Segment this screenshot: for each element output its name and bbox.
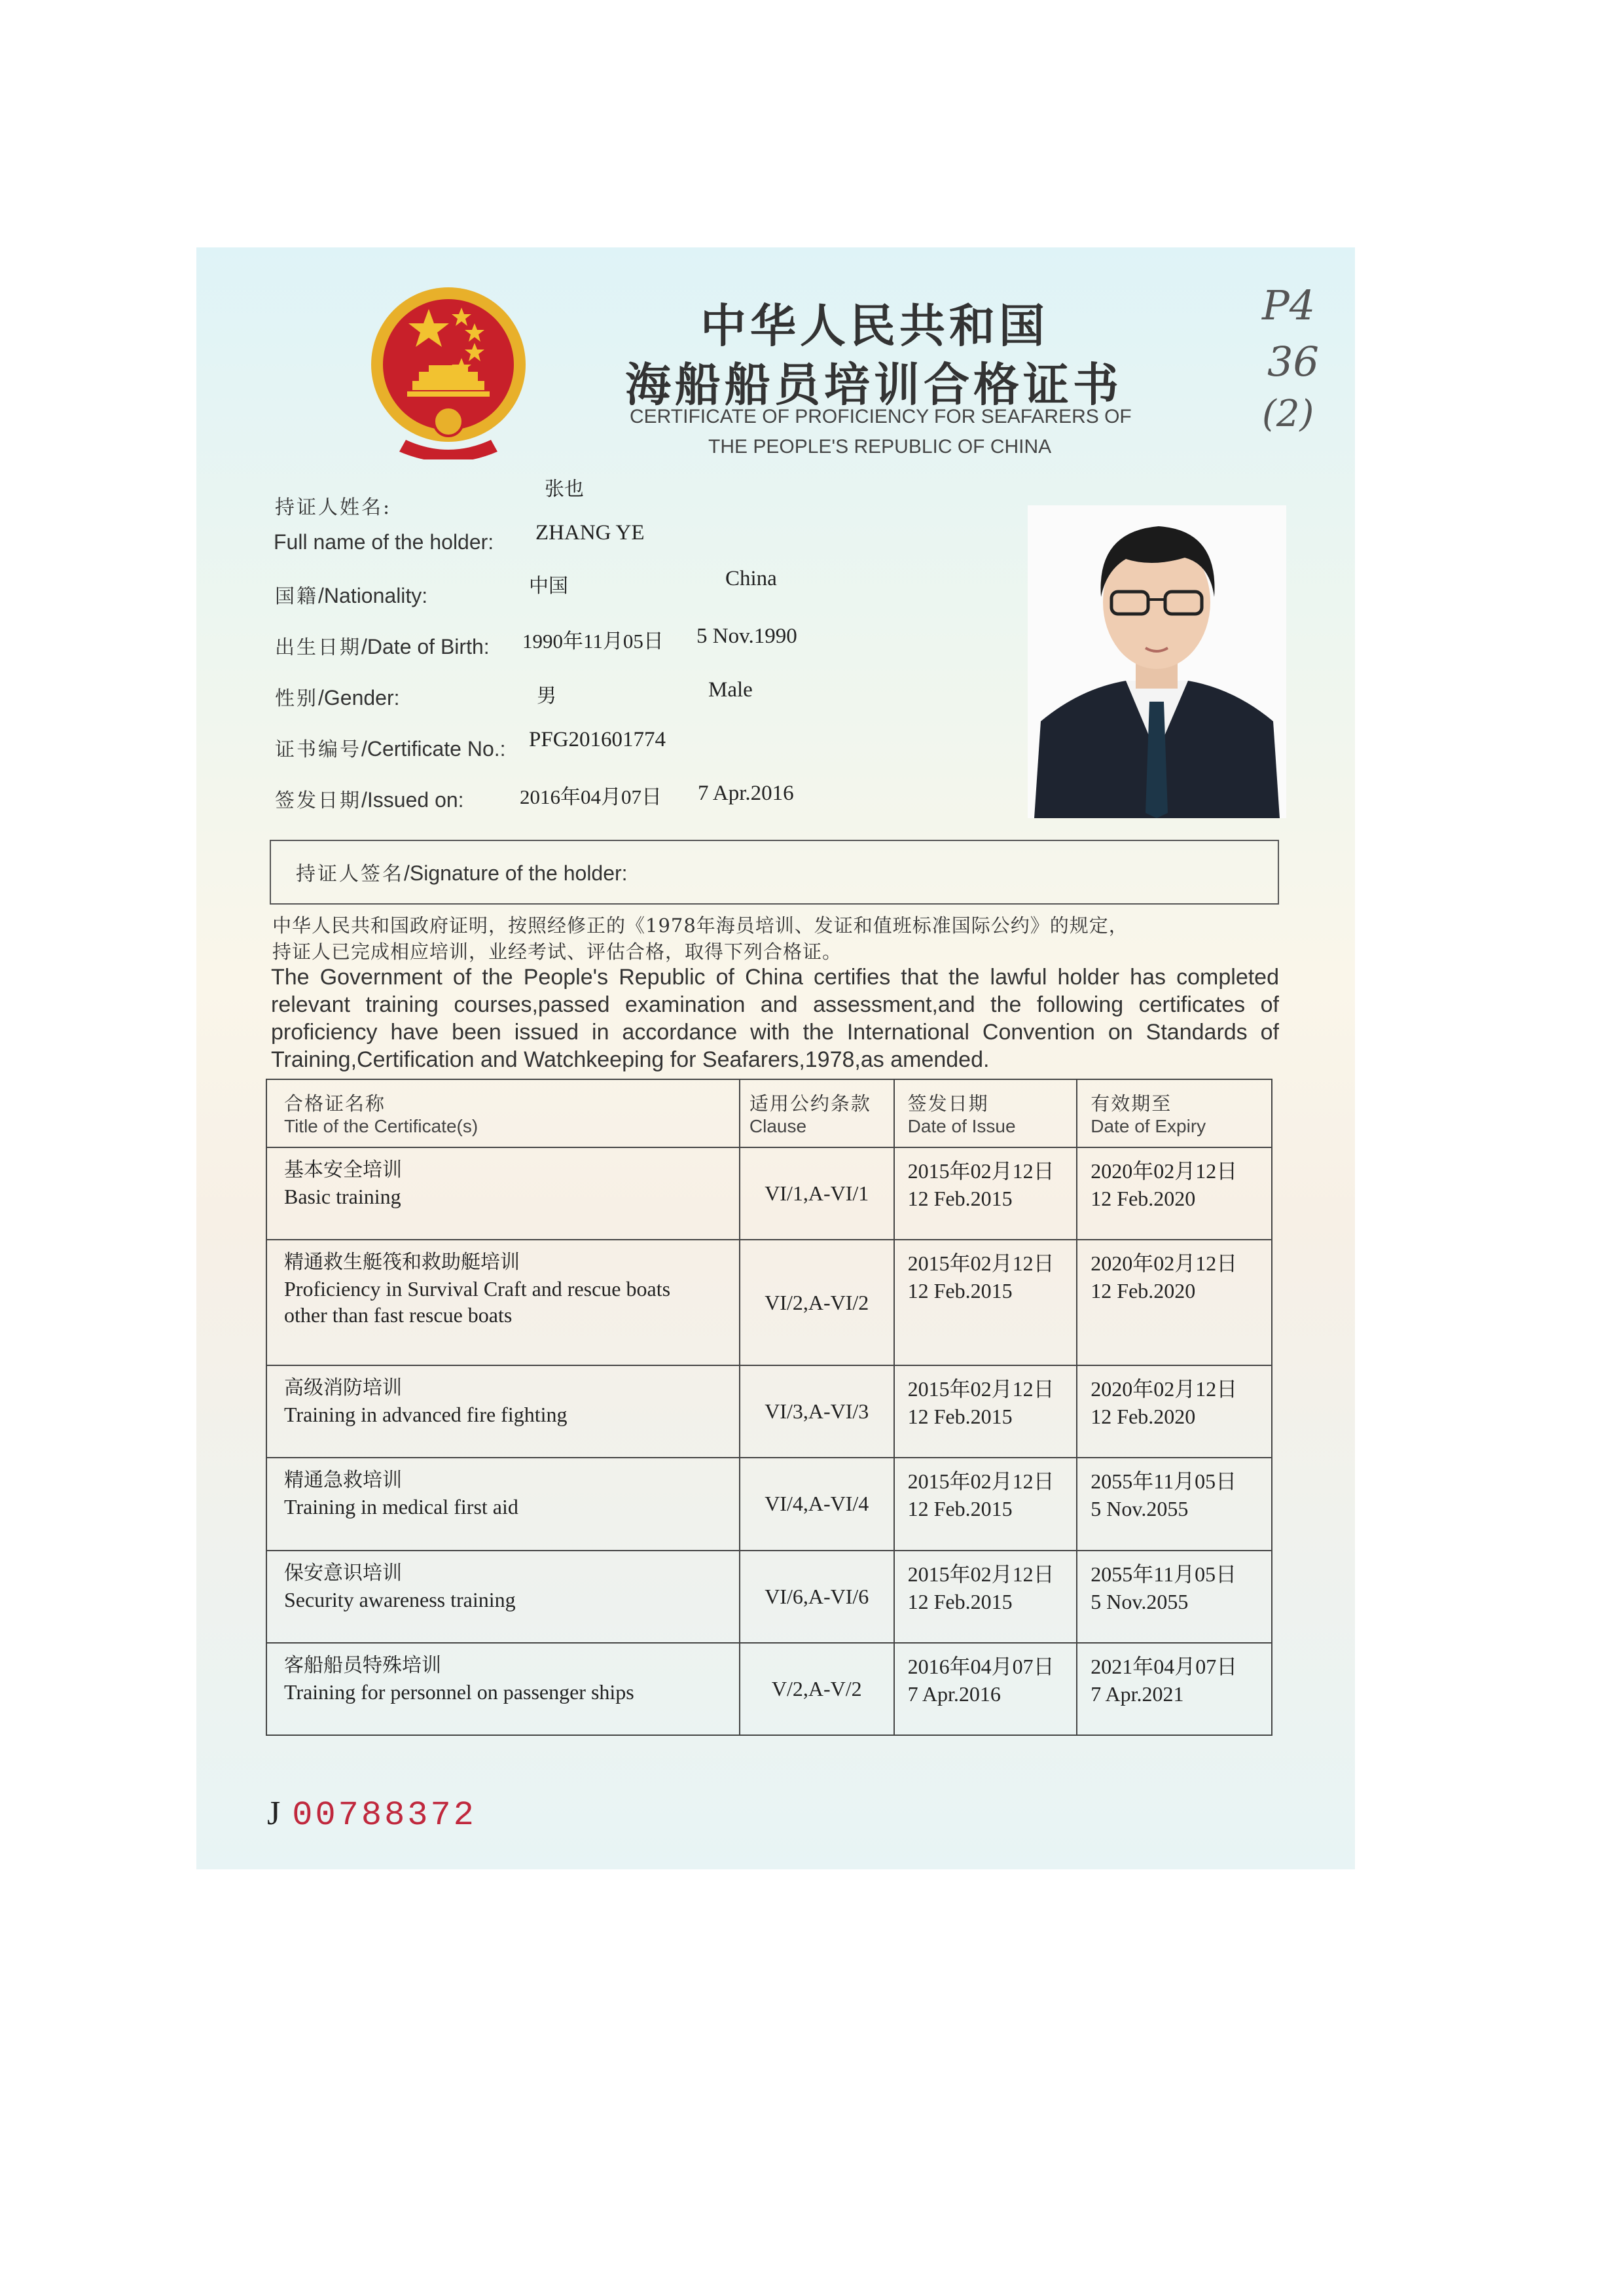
- header-title: 合格证名称 Title of the Certificate(s): [266, 1079, 740, 1147]
- cert-clause: V/2,A-V/2: [740, 1643, 894, 1735]
- gender-en: Male: [708, 678, 753, 702]
- cert-clause: VI/1,A-VI/1: [740, 1147, 894, 1240]
- cert-no-value: PFG201601774: [529, 728, 666, 751]
- cert-clause: VI/4,A-VI/4: [740, 1458, 894, 1550]
- name-label-cn: 持证人姓名:: [275, 496, 392, 519]
- issued-en: 7 Apr.2016: [698, 782, 794, 805]
- nationality-en: China: [725, 567, 777, 590]
- serial-prefix: J: [267, 1795, 281, 1832]
- cert-clause: VI/2,A-VI/2: [740, 1240, 894, 1365]
- cert-title: 客船船员特殊培训 Training for personnel on passenger ships: [266, 1643, 740, 1735]
- cert-title: 保安意识培训 Security awareness training: [266, 1551, 740, 1643]
- statement-cn-line1: 中华人民共和国政府证明，按照经修正的《1978年海员培训、发证和值班标准国际公约》的规定，: [272, 914, 1128, 937]
- cert-title: 精通救生艇筏和救助艇培训 Proficiency in Survival Craft and rescue boats other than fast rescue boats: [266, 1240, 740, 1365]
- national-emblem-icon: [367, 283, 530, 459]
- dob-cn: 1990年11月05日: [522, 630, 664, 653]
- statement-en: The Government of the People's Republic of China certifies that the lawful holder has completed relevant training courses,passed examination and assessment,and the following certificates of proficiency have been issued in accordance with the International Convention on Standards of Training,Certification and Watchkeeping for Seafarers,1978,as amended.: [271, 965, 1279, 1072]
- cert-expiry-date: 2021年04月07日 7 Apr.2021: [1077, 1643, 1272, 1735]
- dob-en: 5 Nov.1990: [696, 624, 797, 648]
- handwritten-note-line1: P4: [1262, 281, 1316, 329]
- holder-photo: [1028, 505, 1286, 818]
- signature-label: 持证人签名/Signature of the holder:: [296, 861, 628, 886]
- gender-cn: 男: [537, 685, 556, 708]
- table-row: [266, 1240, 1272, 1365]
- issued-label: 签发日期/Issued on:: [275, 788, 464, 812]
- table-row: [266, 1551, 1272, 1643]
- cert-expiry-date: 2020年02月12日 12 Feb.2020: [1077, 1147, 1272, 1240]
- holder-name-en: ZHANG YE: [535, 521, 645, 545]
- cert-no-label: 证书编号/Certificate No.:: [275, 737, 506, 761]
- table-header-row: [266, 1079, 1272, 1147]
- title-en-line1: CERTIFICATE OF PROFICIENCY FOR SEAFARERS OF: [630, 406, 1132, 427]
- cert-issue-date: 2015年02月12日 12 Feb.2015: [894, 1365, 1077, 1458]
- nationality-label: 国籍/Nationality:: [275, 584, 428, 608]
- certificates-table: [266, 1079, 1272, 1736]
- serial-number: [267, 1793, 477, 1835]
- cert-title: 精通急救培训 Training in medical first aid: [266, 1458, 740, 1550]
- dob-label: 出生日期/Date of Birth:: [275, 635, 490, 659]
- table-row: [266, 1643, 1272, 1735]
- header-issue: 签发日期 Date of Issue: [894, 1079, 1077, 1147]
- statement-cn-line2: 持证人已完成相应培训，业经考试、评估合格，取得下列合格证。: [272, 941, 842, 963]
- cert-issue-date: 2016年04月07日 7 Apr.2016: [894, 1643, 1077, 1735]
- gender-label: 性别/Gender:: [275, 686, 400, 710]
- table-row: [266, 1147, 1272, 1240]
- cert-clause: VI/3,A-VI/3: [740, 1365, 894, 1458]
- cert-title: 基本安全培训 Basic training: [266, 1147, 740, 1240]
- title-en-line2: THE PEOPLE'S REPUBLIC OF CHINA: [708, 436, 1052, 458]
- handwritten-note-line2: 36: [1267, 338, 1319, 386]
- cert-issue-date: 2015年02月12日 12 Feb.2015: [894, 1147, 1077, 1240]
- handwritten-note-line3: (2): [1262, 393, 1314, 435]
- cert-expiry-date: 2055年11月05日 5 Nov.2055: [1077, 1458, 1272, 1550]
- title-cn-line2: 海船船员培训合格证书: [625, 357, 1123, 412]
- name-label-en: Full name of the holder:: [274, 530, 494, 554]
- title-cn-line1: 中华人民共和国: [700, 298, 1049, 353]
- cert-issue-date: 2015年02月12日 12 Feb.2015: [894, 1551, 1077, 1643]
- cert-title: 高级消防培训 Training in advanced fire fighting: [266, 1365, 740, 1458]
- cert-clause: VI/6,A-VI/6: [740, 1551, 894, 1643]
- cert-issue-date: 2015年02月12日 12 Feb.2015: [894, 1458, 1077, 1550]
- table-row: [266, 1365, 1272, 1458]
- cert-expiry-date: 2020年02月12日 12 Feb.2020: [1077, 1240, 1272, 1365]
- header-expiry: 有效期至 Date of Expiry: [1077, 1079, 1272, 1147]
- cert-expiry-date: 2055年11月05日 5 Nov.2055: [1077, 1551, 1272, 1643]
- cert-issue-date: 2015年02月12日 12 Feb.2015: [894, 1240, 1077, 1365]
- issued-cn: 2016年04月07日: [520, 785, 662, 808]
- holder-name-cn: 张也: [545, 478, 584, 501]
- nationality-cn: 中国: [529, 575, 568, 598]
- serial-digits: 00788372: [292, 1796, 477, 1835]
- cert-expiry-date: 2020年02月12日 12 Feb.2020: [1077, 1365, 1272, 1458]
- table-row: [266, 1458, 1272, 1550]
- header-clause: 适用公约条款 Clause: [740, 1079, 894, 1147]
